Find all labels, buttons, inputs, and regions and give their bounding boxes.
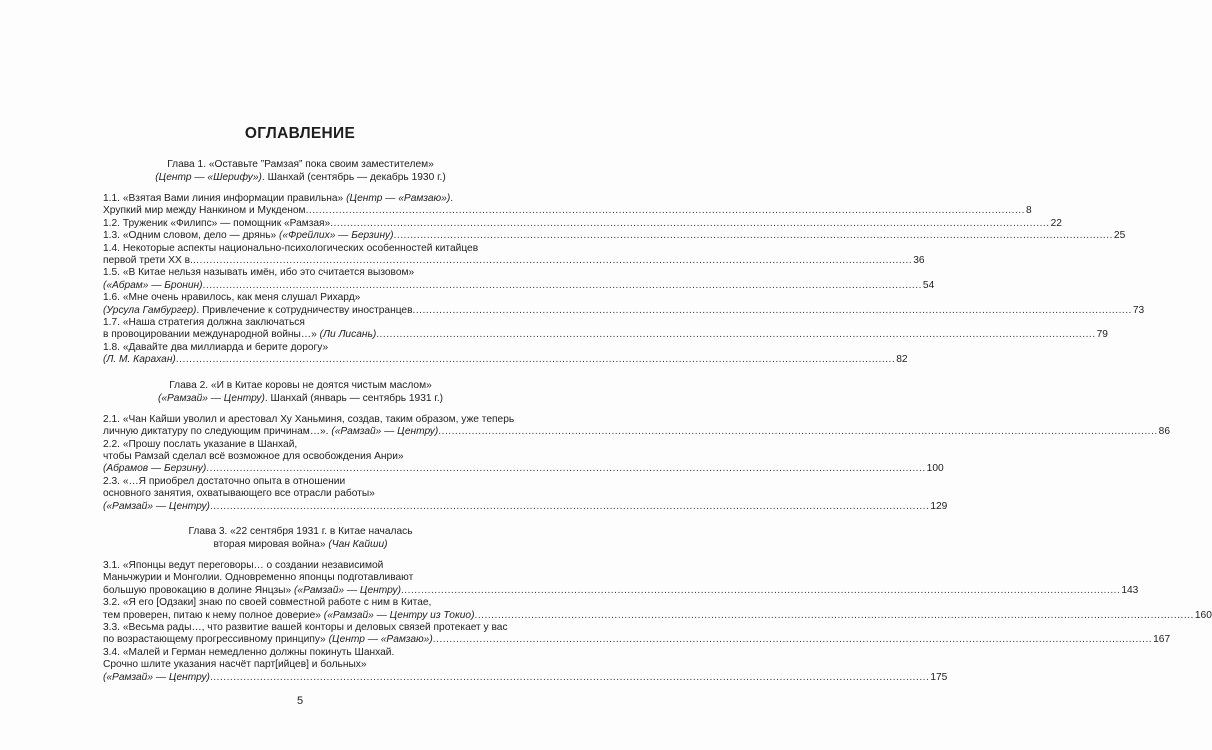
citation-text: («Рамзай» — Центру) bbox=[103, 500, 210, 512]
entry-text-segment: . Шанхай (сентябрь — декабрь 1930 г.) bbox=[261, 172, 446, 183]
toc-entry-line bbox=[103, 205, 1032, 217]
chapter-heading-line bbox=[103, 158, 498, 171]
entry-text-segment: 1.7. «Наша стратегия должна заключаться bbox=[103, 317, 305, 329]
toc-entry[interactable] bbox=[103, 230, 1126, 242]
toc-entry-text bbox=[103, 672, 210, 684]
chapter-heading-line bbox=[103, 379, 498, 392]
toc-entry-text bbox=[103, 329, 376, 341]
toc-entry-line bbox=[103, 488, 498, 500]
chapter-heading bbox=[103, 379, 498, 405]
toc-entry-text bbox=[103, 230, 394, 242]
toc-entry-text bbox=[103, 501, 210, 513]
citation-text: (Центр — «Рамзаю») bbox=[328, 634, 433, 646]
entry-text-segment: основного занятия, охватывающего все отрасли работы» bbox=[103, 488, 375, 500]
toc-entry-line bbox=[103, 476, 498, 488]
toc-entry-text bbox=[103, 585, 401, 597]
toc-entry-text bbox=[103, 218, 330, 230]
entry-text-segment: первой трети XX в. bbox=[103, 255, 193, 267]
toc-entry-line bbox=[103, 597, 498, 609]
toc-entry-text bbox=[103, 205, 306, 217]
entry-text-segment: 3.1. «Японцы ведут переговоры… о создании независимой bbox=[103, 559, 384, 571]
toc-page-number: 129 bbox=[930, 500, 948, 512]
toc-entry[interactable] bbox=[103, 217, 1062, 230]
citation-text: («Рамзай» — Центру) bbox=[294, 584, 401, 596]
citation-text: («Рамзай» — Центру) bbox=[103, 671, 210, 683]
toc-page-number: 79 bbox=[1096, 329, 1108, 341]
citation-text: («Фрейлих» — Берзину) bbox=[279, 230, 394, 242]
citation-text: («Рамзай» — Центру из Токио) bbox=[323, 609, 475, 621]
toc-entry-line bbox=[103, 354, 908, 366]
toc-entry-text bbox=[103, 463, 206, 475]
toc-entry-line bbox=[103, 463, 944, 475]
toc-entry[interactable] bbox=[103, 597, 1212, 622]
citation-text: («Рамзай» — Центру) bbox=[331, 426, 439, 438]
citation-text: (Центр — «Рамзаю») bbox=[346, 193, 451, 204]
toc-entry[interactable] bbox=[103, 559, 1139, 597]
toc-entry-line bbox=[103, 572, 498, 584]
toc-page-number: 100 bbox=[926, 463, 944, 475]
entry-text-segment: 1.8. «Давайте два миллиарда и берите дорогу» bbox=[103, 341, 329, 353]
toc-entry-line bbox=[103, 279, 935, 292]
toc-entry-line bbox=[103, 217, 1062, 230]
toc-page-number: 25 bbox=[1113, 230, 1126, 242]
dot-leader bbox=[203, 280, 922, 292]
entry-text-segment: 1.2. Труженик «Филипс» — помощник «Рамзая» bbox=[103, 217, 331, 229]
toc-entry-text bbox=[103, 354, 176, 366]
toc-page-number: 82 bbox=[896, 354, 908, 366]
entry-text-segment: чтобы Рамзай сделал всё возможное для освобождения Анри» bbox=[103, 450, 404, 462]
dot-leader bbox=[193, 255, 912, 267]
toc-entry-line bbox=[103, 193, 498, 205]
toc-page-number: 8 bbox=[1025, 205, 1032, 217]
toc-entry-line bbox=[103, 304, 1145, 317]
toc-page-number: 143 bbox=[1121, 584, 1139, 596]
entry-text-segment: 1.1. «Взятая Вами линия информации правильна» bbox=[103, 193, 347, 204]
citation-text: (Урсула Гамбургер) bbox=[103, 304, 197, 316]
toc-entry-line bbox=[103, 413, 515, 426]
toc-entry[interactable] bbox=[103, 242, 925, 268]
entry-text-segment: 2.2. «Прошу послать указание в Шанхай, bbox=[103, 438, 298, 450]
toc-entry-line bbox=[103, 342, 498, 354]
toc-entry[interactable] bbox=[103, 438, 944, 476]
entry-text-segment: 3.3. «Весьма рады…, что развитие вашей конторы и деловых связей протекает у вас bbox=[103, 621, 508, 633]
entry-text-segment: 1.3. «Одним словом, дело — дрянь» bbox=[103, 230, 280, 242]
entry-text-segment: 2.3. «…Я приобрел достаточно опыта в отношении bbox=[103, 475, 346, 487]
chapter-heading bbox=[103, 525, 498, 551]
toc-entry-line bbox=[103, 329, 1108, 341]
toc-entry-line bbox=[103, 609, 1212, 622]
citation-text: (Ли Лисань) bbox=[319, 329, 377, 341]
toc-entry-line bbox=[103, 659, 498, 671]
dot-leader bbox=[433, 634, 1152, 646]
entry-text-segment: Глава 3. «22 сентября 1931 г. в Китае началась bbox=[188, 525, 413, 537]
page-title: ОГЛАВЛЕНИЕ bbox=[244, 125, 356, 142]
dot-leader bbox=[438, 426, 1157, 438]
entry-text-segment: Глава 2. «И в Китае коровы не доятся чистым маслом» bbox=[169, 379, 432, 391]
toc-page-number: 160 bbox=[1194, 609, 1212, 621]
toc-page-number: 22 bbox=[1050, 217, 1062, 229]
entry-text-segment: 1.5. «В Китае нельзя называть имён, ибо это считается вызовом» bbox=[103, 267, 415, 279]
toc-entry-line bbox=[103, 671, 948, 684]
toc-entry-line bbox=[103, 451, 498, 463]
toc-entry[interactable] bbox=[103, 267, 935, 292]
entry-text-segment: 3.4. «Малей и Герман немедленно должны покинуть Шанхай. bbox=[103, 646, 395, 658]
dot-leader bbox=[210, 501, 929, 513]
toc-entry-line bbox=[103, 255, 925, 267]
toc-entry[interactable] bbox=[103, 413, 1170, 439]
entry-text-segment: ”Рамзая” bbox=[260, 159, 303, 170]
entry-text-segment: 1.6. «Мне очень нравилось, как меня слушал Рихард» bbox=[103, 292, 361, 304]
toc-entry-line bbox=[103, 267, 498, 279]
entry-text-segment: Хрупкий мир между Нанкином и Мукденом bbox=[103, 205, 306, 217]
toc-entry-line bbox=[103, 560, 498, 572]
toc-entry-line bbox=[103, 634, 1171, 646]
dot-leader bbox=[210, 672, 929, 684]
entry-text-segment: вторая мировая война» bbox=[213, 538, 329, 550]
chapter-entries bbox=[103, 413, 1170, 513]
entry-text-segment: Маньчжурии и Монголии. Одновременно японцы подготавливают bbox=[103, 572, 414, 584]
dot-leader bbox=[475, 610, 1194, 622]
dot-leader bbox=[330, 218, 1049, 230]
dot-leader bbox=[401, 585, 1120, 597]
entry-text-segment: пока своим заместителем» bbox=[302, 159, 434, 170]
toc-entry-line bbox=[103, 292, 498, 304]
toc-entry-text bbox=[103, 610, 475, 622]
toc-page-number: 175 bbox=[930, 671, 948, 683]
citation-text: (Абрамов — Берзину) bbox=[103, 463, 207, 475]
toc-entry-line bbox=[103, 243, 498, 255]
entry-text-segment: по возрастающему прогрессивному принципу» bbox=[103, 634, 329, 646]
entry-text-segment: . bbox=[450, 193, 454, 204]
toc-entry-line bbox=[103, 439, 498, 451]
toc-entry-line bbox=[103, 500, 948, 513]
toc-entry-text bbox=[103, 255, 193, 267]
chapter-heading-line bbox=[103, 392, 498, 405]
entry-text-segment: тем проверен, питаю к нему полное доверие» bbox=[103, 609, 324, 621]
chapter-heading-line bbox=[103, 171, 498, 184]
table-of-contents bbox=[103, 158, 1212, 696]
dot-leader bbox=[206, 463, 925, 475]
chapter-entries bbox=[103, 559, 1212, 684]
toc-entry-line bbox=[103, 230, 1126, 242]
toc-entry-line bbox=[103, 584, 1139, 597]
citation-text: (Чан Кайши) bbox=[328, 538, 388, 550]
dot-leader bbox=[394, 230, 1113, 242]
entry-text-segment: 2.1. «Чан Кайши уволил и арестовал Ху Ханьминя, создав, таким образом, уже теперь bbox=[103, 413, 515, 425]
toc-entry-text bbox=[103, 426, 438, 438]
toc-page-number: 73 bbox=[1132, 304, 1145, 316]
toc-page-number: 86 bbox=[1158, 426, 1170, 438]
toc-entry[interactable] bbox=[103, 621, 1171, 647]
dot-leader bbox=[376, 329, 1095, 341]
entry-text-segment: Срочно шлите указания насчёт парт[ийцев] и больных» bbox=[103, 659, 367, 671]
citation-text: («Рамзай» — Центру) bbox=[157, 392, 265, 404]
toc-entry[interactable] bbox=[103, 646, 948, 684]
toc-entry[interactable] bbox=[103, 341, 908, 367]
entry-text-segment: Глава 1. «Оставьте bbox=[167, 159, 261, 170]
toc-page-number: 54 bbox=[922, 279, 935, 291]
entry-text-segment: 3.2. «Я его [Одзаки] знаю по своей совместной работе с ним в Китае, bbox=[103, 597, 432, 609]
dot-leader bbox=[306, 205, 1025, 217]
chapter-heading-line bbox=[103, 525, 498, 538]
entry-text-segment: большую провокацию в долине Янцзы» bbox=[103, 584, 295, 596]
chapter-heading-line bbox=[103, 538, 498, 551]
toc-page-number: 167 bbox=[1153, 634, 1171, 646]
toc-page-number: 36 bbox=[913, 255, 925, 267]
entry-text-segment: . Шанхай (январь — сентябрь 1931 г.) bbox=[264, 392, 444, 404]
toc-entry[interactable] bbox=[103, 317, 1108, 342]
chapter-entries bbox=[103, 193, 1145, 367]
toc-entry[interactable] bbox=[103, 193, 1032, 218]
toc-entry[interactable] bbox=[103, 292, 1145, 317]
entry-text-segment: 1.4. Некоторые аспекты национально-психологических особенностей китайцев bbox=[103, 242, 479, 254]
toc-entry-text bbox=[103, 305, 413, 317]
citation-text: (Центр — «Шерифу») bbox=[155, 172, 262, 183]
toc-entry-text bbox=[103, 280, 203, 292]
page-number: 5 bbox=[296, 695, 304, 707]
toc-entry-line bbox=[103, 647, 498, 659]
toc-entry[interactable] bbox=[103, 475, 948, 513]
entry-text-segment: в провоцировании международной войны…» bbox=[103, 329, 320, 341]
dot-leader bbox=[176, 354, 895, 366]
toc-entry-line bbox=[103, 426, 1170, 438]
dot-leader bbox=[413, 305, 1132, 317]
citation-text: (Л. М. Карахан) bbox=[103, 354, 176, 366]
toc-entry-line bbox=[103, 621, 508, 634]
toc-entry-text bbox=[103, 634, 433, 646]
chapter-heading bbox=[103, 158, 498, 184]
entry-text-segment: личную диктатуру по следующим причинам…». bbox=[103, 426, 332, 438]
toc-entry-line bbox=[103, 317, 498, 329]
citation-text: («Абрам» — Бронин) bbox=[103, 279, 203, 291]
entry-text-segment: . Привлечение к сотрудничеству иностранцев bbox=[196, 304, 413, 316]
